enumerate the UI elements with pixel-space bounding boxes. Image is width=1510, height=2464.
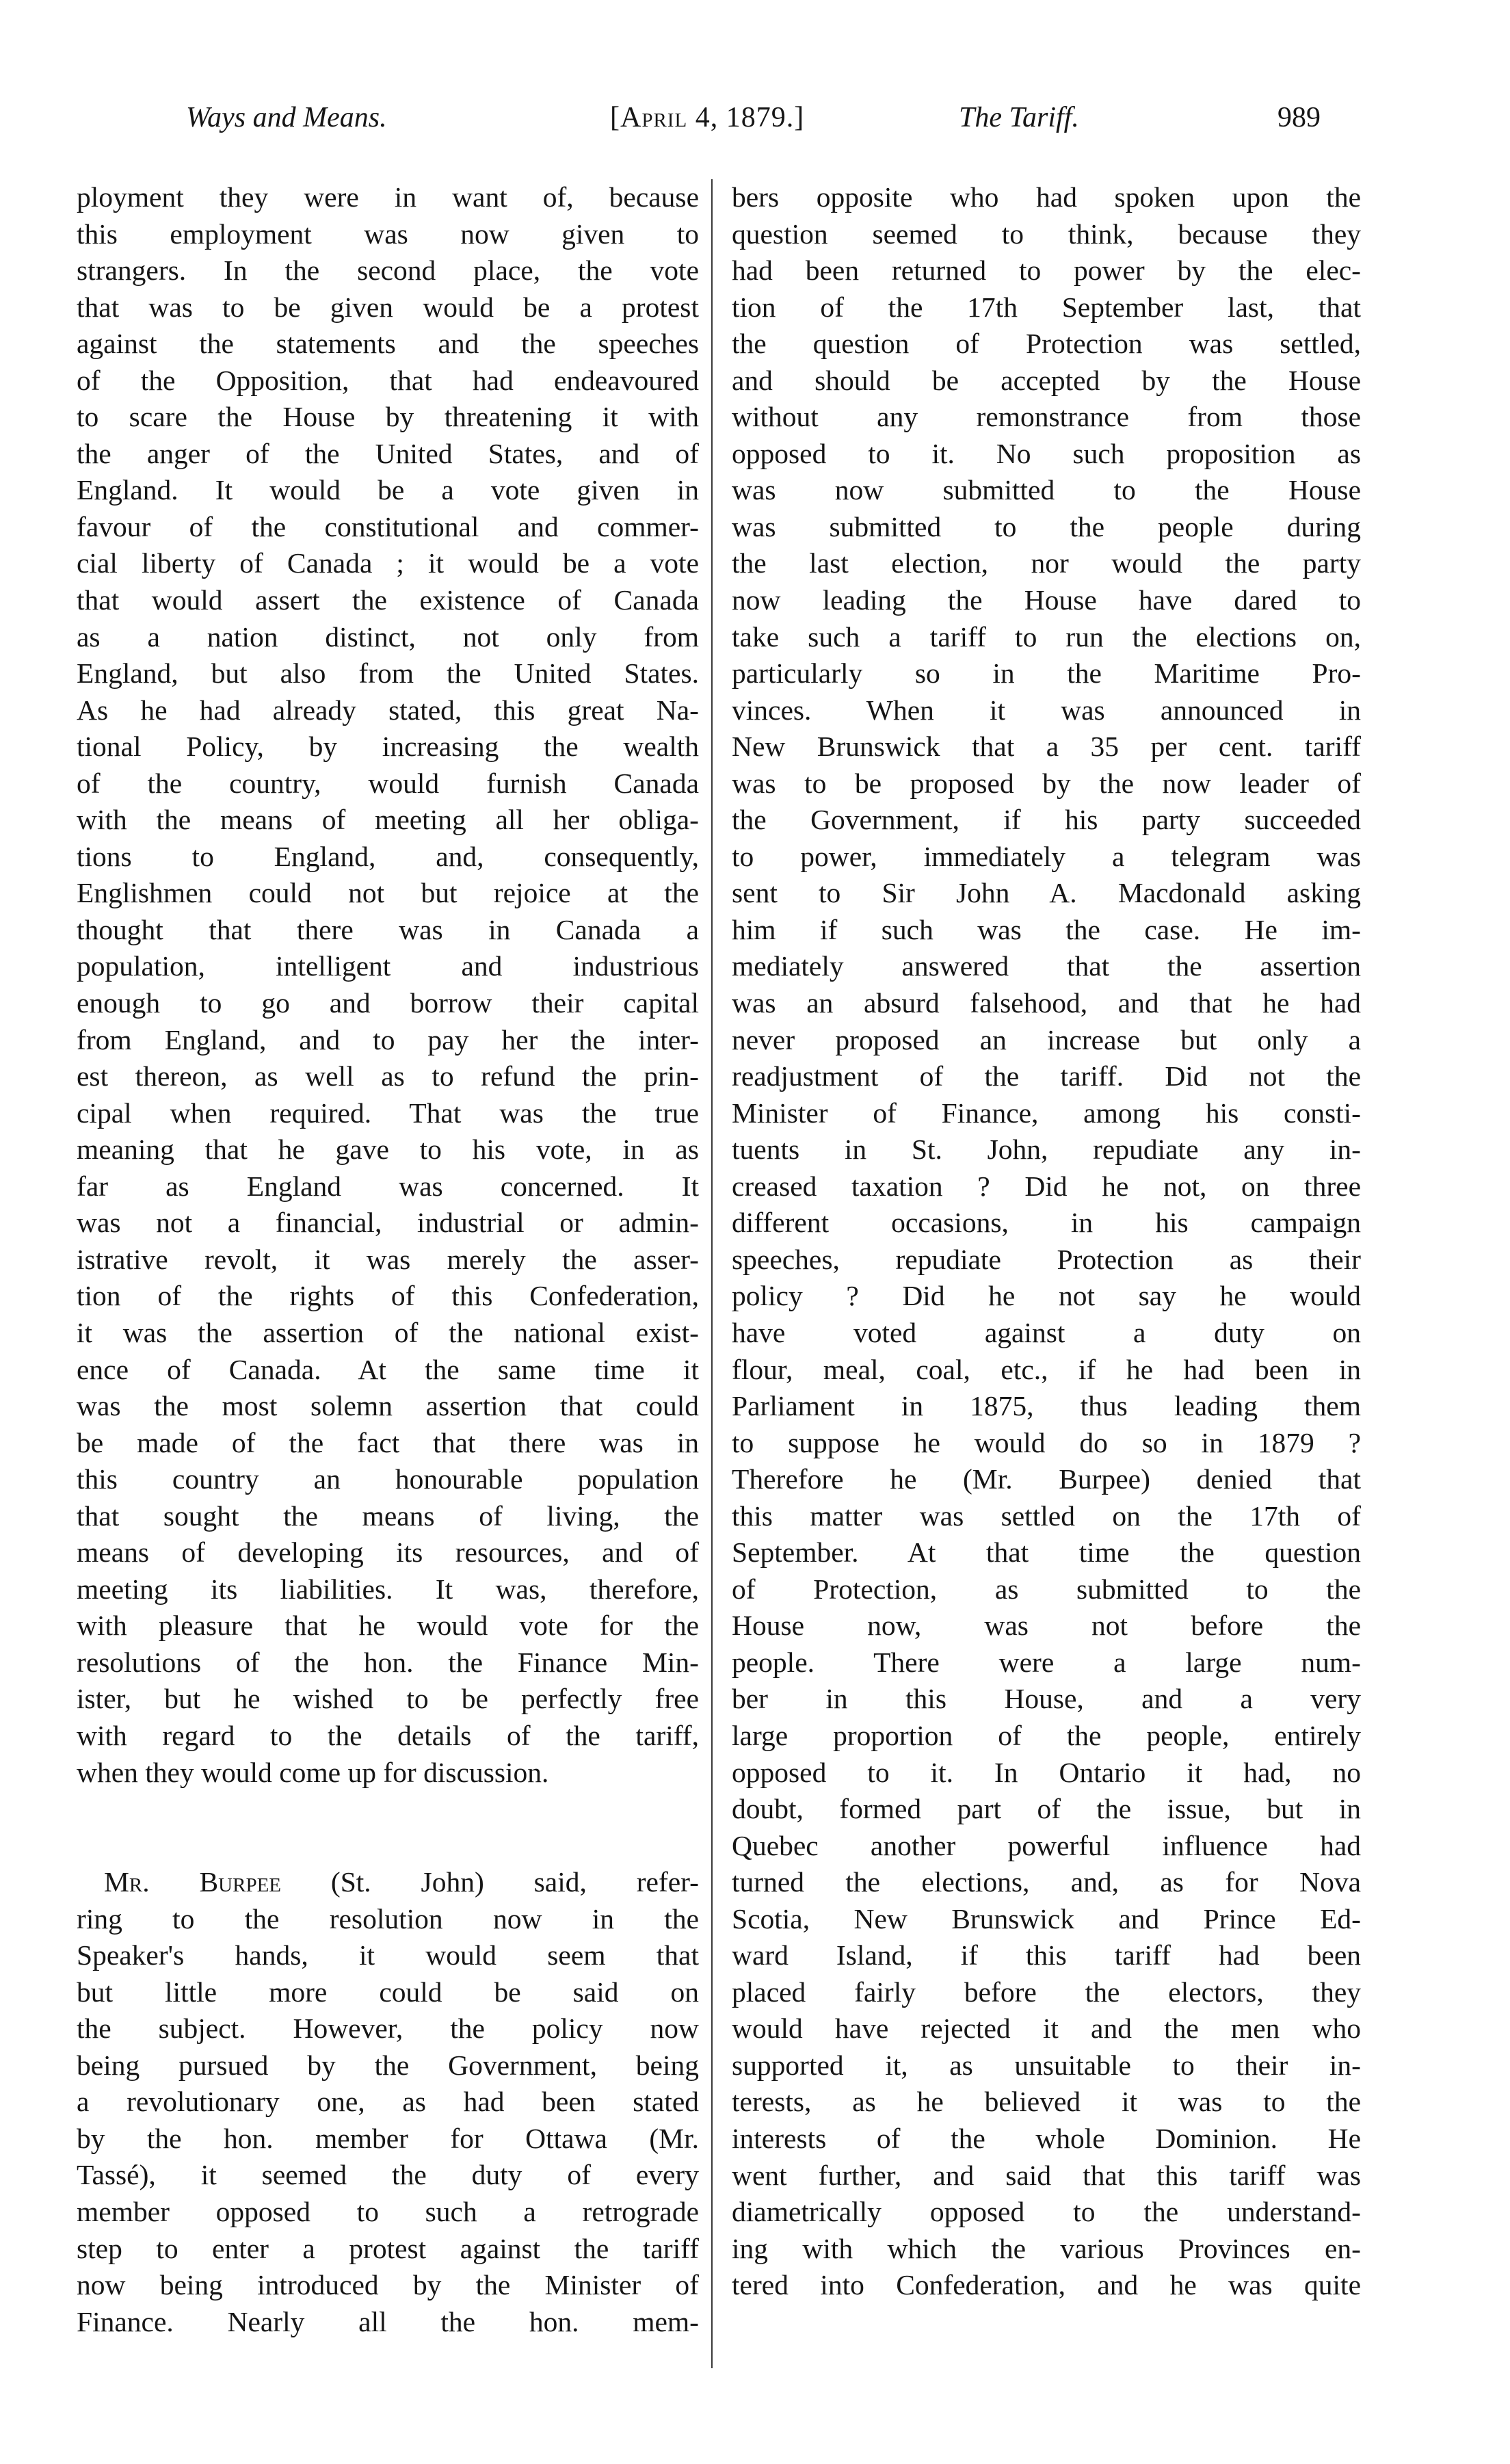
text-line: of the Opposition, that had endeavoured bbox=[77, 364, 699, 396]
text-line: large proportion of the people, entirely bbox=[732, 1719, 1361, 1751]
text-line: ing with which the various Provinces en- bbox=[732, 2232, 1361, 2264]
text-line: was the most solemn assertion that could bbox=[77, 1390, 699, 1422]
text-line: and should be accepted by the House bbox=[732, 364, 1361, 396]
text-line: tuents in St. John, repudiate any in- bbox=[732, 1133, 1361, 1166]
text-line: far as England was concerned. It bbox=[77, 1170, 699, 1202]
text-line: the anger of the United States, and of bbox=[77, 437, 699, 469]
text-line: Quebec another powerful influence had bbox=[732, 1829, 1361, 1861]
left-column bbox=[77, 179, 699, 2340]
text-line: ployment they were in want of, because bbox=[77, 181, 699, 213]
text-line: meeting its liabilities. It was, therefore, bbox=[77, 1573, 699, 1605]
text-line: people. There were a large num- bbox=[732, 1646, 1361, 1678]
text-line: As he had already stated, this great Na- bbox=[77, 694, 699, 726]
text-line: would have rejected it and the men who bbox=[732, 2013, 1361, 2045]
text-line: be made of the fact that there was in bbox=[77, 1426, 699, 1458]
text-line: was not a financial, industrial or admin- bbox=[77, 1207, 699, 1239]
text-line: different occasions, in his campaign bbox=[732, 1207, 1361, 1239]
text-line: enough to go and borrow their capital bbox=[77, 987, 699, 1019]
text-line: tion of the rights of this Confederation, bbox=[77, 1280, 699, 1312]
text-line: with the means of meeting all her obliga- bbox=[77, 804, 699, 836]
text-line: to suppose he would do so in 1879 ? bbox=[732, 1426, 1361, 1458]
text-line: step to enter a protest against the tariff bbox=[77, 2232, 699, 2264]
running-header bbox=[77, 97, 1376, 138]
text-line: never proposed an increase but only a bbox=[732, 1023, 1361, 1056]
text-line: have voted against a duty on bbox=[732, 1316, 1361, 1348]
header-date-rest: 4, 1879.] bbox=[687, 102, 805, 133]
header-date bbox=[610, 97, 804, 138]
text-line: Minister of Finance, among his consti- bbox=[732, 1097, 1361, 1129]
text-line: question seemed to think, because they bbox=[732, 218, 1361, 250]
text-line: cial liberty of Canada ; it would be a vote bbox=[77, 547, 699, 579]
speaker-name: Mr. Burpee bbox=[104, 1866, 282, 1898]
text-line: of Protection, as submitted to the bbox=[732, 1573, 1361, 1605]
paragraph-gap bbox=[77, 1791, 699, 1864]
text-line: Therefore he (Mr. Burpee) denied that bbox=[732, 1463, 1361, 1495]
text-line: with pleasure that he would vote for the bbox=[77, 1610, 699, 1642]
text-line: that was to be given would be a protest bbox=[77, 291, 699, 323]
text-line: istrative revolt, it was merely the asser- bbox=[77, 1243, 699, 1275]
text-line: est thereon, as well as to refund the prin- bbox=[77, 1060, 699, 1092]
text-line: opposed to it. No such proposition as bbox=[732, 437, 1361, 469]
text-line: now leading the House have dared to bbox=[732, 584, 1361, 616]
header-date-month: April bbox=[620, 102, 688, 133]
right-column bbox=[732, 179, 1361, 2304]
text-line: England, but also from the United States. bbox=[77, 657, 699, 690]
text-line: ence of Canada. At the same time it bbox=[77, 1353, 699, 1385]
text-line: tions to England, and, consequently, bbox=[77, 840, 699, 872]
text-line: terests, as he believed it was to the bbox=[732, 2086, 1361, 2118]
text-line: against the statements and the speeches bbox=[77, 328, 699, 360]
text-line: mediately answered that the assertion bbox=[732, 950, 1361, 982]
text-line: speeches, repudiate Protection as their bbox=[732, 1243, 1361, 1275]
text-line: this matter was settled on the 17th of bbox=[732, 1499, 1361, 1532]
text-line: the last election, nor would the party bbox=[732, 547, 1361, 579]
speaker-paragraph-body bbox=[77, 1901, 699, 2341]
text-line: by the hon. member for Ottawa (Mr. bbox=[77, 2122, 699, 2154]
text-line: as a nation distinct, not only from bbox=[77, 620, 699, 653]
text-line: when they would come up for discussion. bbox=[77, 1756, 549, 1788]
text-line: of the country, would furnish Canada bbox=[77, 767, 699, 799]
text-line: readjustment of the tariff. Did not the bbox=[732, 1060, 1361, 1092]
text-line: to scare the House by threatening it with bbox=[77, 401, 699, 433]
text-line: policy ? Did he not say he would bbox=[732, 1280, 1361, 1312]
left-column-paragraph bbox=[77, 179, 699, 1791]
text-line: vinces. When it was announced in bbox=[732, 694, 1361, 726]
text-line: flour, meal, coal, etc., if he had been in bbox=[732, 1353, 1361, 1385]
text-line: went further, and said that this tariff was bbox=[732, 2159, 1361, 2191]
text-line: creased taxation ? Did he not, on three bbox=[732, 1170, 1361, 1202]
text-line: opposed to it. In Ontario it had, no bbox=[732, 1756, 1361, 1788]
text-line: ister, but he wished to be perfectly free bbox=[77, 1683, 699, 1715]
text-line: supported it, as unsuitable to their in- bbox=[732, 2049, 1361, 2081]
right-column-paragraph bbox=[732, 179, 1361, 2304]
text-line: him if such was the case. He im- bbox=[732, 913, 1361, 945]
text-line: to power, immediately a telegram was bbox=[732, 840, 1361, 872]
text-line: tered into Confederation, and he was quite bbox=[732, 2269, 1361, 2301]
text-line: Scotia, New Brunswick and Prince Ed- bbox=[732, 1902, 1361, 1935]
text-line: now being introduced by the Minister of bbox=[77, 2269, 699, 2301]
text-line: it was the assertion of the national exist- bbox=[77, 1316, 699, 1348]
text-line: House now, was not before the bbox=[732, 1610, 1361, 1642]
text-line: the question of Protection was settled, bbox=[732, 328, 1361, 360]
text-line: take such a tariff to run the elections on, bbox=[732, 620, 1361, 653]
header-topic: The Tariff. bbox=[959, 102, 1079, 133]
text-line: that sought the means of living, the bbox=[77, 1499, 699, 1532]
speaker-intro: (St. John) said, refer- bbox=[281, 1866, 699, 1898]
text-line: ward Island, if this tariff had been bbox=[732, 1939, 1361, 1971]
text-line: was an absurd falsehood, and that he had bbox=[732, 987, 1361, 1019]
text-line: this employment was now given to bbox=[77, 218, 699, 250]
text-line: was submitted to the people during bbox=[732, 510, 1361, 542]
text-line: this country an honourable population bbox=[77, 1463, 699, 1495]
text-line: bers opposite who had spoken upon the bbox=[732, 181, 1361, 213]
text-line: was now submitted to the House bbox=[732, 474, 1361, 506]
text-line: sent to Sir John A. Macdonald asking bbox=[732, 877, 1361, 909]
text-line: placed fairly before the electors, they bbox=[732, 1976, 1361, 2008]
text-line: thought that there was in Canada a bbox=[77, 913, 699, 945]
text-line: being pursued by the Government, being bbox=[77, 2049, 699, 2081]
text-line: ber in this House, and a very bbox=[732, 1683, 1361, 1715]
text-line: Tassé), it seemed the duty of every bbox=[77, 2159, 699, 2191]
text-line: with regard to the details of the tariff, bbox=[77, 1719, 699, 1751]
text-line: Finance. Nearly all the hon. mem- bbox=[77, 2305, 699, 2337]
text-line: Parliament in 1875, thus leading them bbox=[732, 1390, 1361, 1422]
text-line: Speaker's hands, it would seem that bbox=[77, 1939, 699, 1971]
text-line: from England, and to pay her the inter- bbox=[77, 1023, 699, 1056]
text-line: resolutions of the hon. the Finance Min- bbox=[77, 1646, 699, 1678]
page-number: 989 bbox=[1277, 102, 1321, 133]
text-line: population, intelligent and industrious bbox=[77, 950, 699, 982]
text-line: tion of the 17th September last, that bbox=[732, 291, 1361, 323]
text-line: the Government, if his party succeeded bbox=[732, 804, 1361, 836]
text-line: cipal when required. That was the true bbox=[77, 1097, 699, 1129]
text-line: interests of the whole Dominion. He bbox=[732, 2122, 1361, 2154]
text-line: was to be proposed by the now leader of bbox=[732, 767, 1361, 799]
text-line: ring to the resolution now in the bbox=[77, 1902, 699, 1935]
text-line: had been returned to power by the elec- bbox=[732, 254, 1361, 287]
text-line: tional Policy, by increasing the wealth bbox=[77, 731, 699, 763]
speaker-paragraph bbox=[77, 1864, 699, 2340]
text-line: means of developing its resources, and of bbox=[77, 1536, 699, 1569]
text-line: strangers. In the second place, the vote bbox=[77, 254, 699, 287]
text-line: particularly so in the Maritime Pro- bbox=[732, 657, 1361, 690]
text-line: favour of the constitutional and commer- bbox=[77, 510, 699, 542]
column-divider bbox=[711, 179, 713, 2368]
text-line: member opposed to such a retrograde bbox=[77, 2195, 699, 2227]
text-line: England. It would be a vote given in bbox=[77, 474, 699, 506]
text-line: that would assert the existence of Canada bbox=[77, 584, 699, 616]
text-line: turned the elections, and, as for Nova bbox=[732, 1866, 1361, 1898]
text-line: diametrically opposed to the understand- bbox=[732, 2196, 1361, 2228]
text-line: meaning that he gave to his vote, in as bbox=[77, 1133, 699, 1166]
text-line: the subject. However, the policy now bbox=[77, 2013, 699, 2045]
text-line: but little more could be said on bbox=[77, 1976, 699, 2008]
text-line: doubt, formed part of the issue, but in bbox=[732, 1793, 1361, 1825]
text-line: a revolutionary one, as had been stated bbox=[77, 2086, 699, 2118]
text-line: without any remonstrance from those bbox=[732, 401, 1361, 433]
header-section-title: Ways and Means. bbox=[186, 102, 387, 133]
text-line: New Brunswick that a 35 per cent. tariff bbox=[732, 731, 1361, 763]
text-line: September. At that time the question bbox=[732, 1536, 1361, 1569]
header-date-open: [ bbox=[610, 102, 620, 133]
text-line: Englishmen could not but rejoice at the bbox=[77, 877, 699, 909]
